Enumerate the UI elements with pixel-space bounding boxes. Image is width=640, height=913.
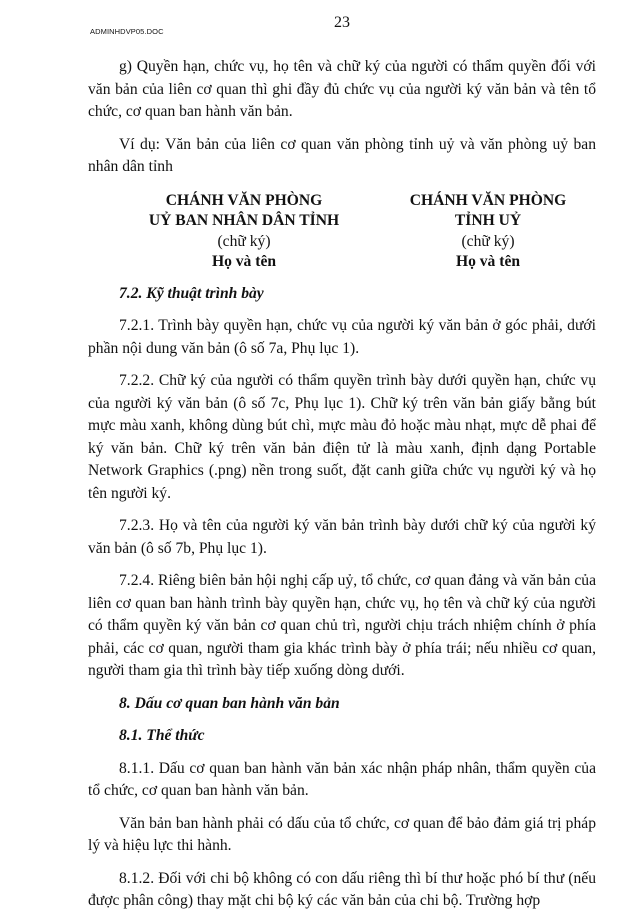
paragraph-7-2-1: 7.2.1. Trình bày quyền hạn, chức vụ của người ký văn bản ở góc phải, dưới phần nội dung văn bản (ô số 7a, Phụ lục 1).	[88, 317, 596, 357]
signature-block-right	[388, 191, 588, 273]
left-title-line2: UỶ BAN NHÂN DÂN TỈNH	[148, 212, 340, 229]
paragraph-example: Ví dụ: Văn bản của liên cơ quan văn phòng tỉnh uỷ và văn phòng uỷ ban nhân dân tỉnh	[88, 135, 596, 175]
section-8-heading: 8. Dấu cơ quan ban hành văn bản	[119, 694, 340, 712]
paragraph-7-2-3: 7.2.3. Họ và tên của người ký văn bản trình bày dưới chữ ký của người ký văn bản (ô số 7b, Phụ lục 1).	[88, 517, 596, 557]
document-body	[88, 56, 596, 913]
left-sign-note: (chữ ký)	[217, 232, 271, 250]
paragraph-g: g) Quyền hạn, chức vụ, họ tên và chữ ký của người có thẩm quyền đối với văn bản của liên cơ quan thì ghi đầy đủ chức vụ của người ký văn bản và tên tổ chức, cơ quan ban hành văn bản.	[88, 58, 596, 120]
right-sign-note: (chữ ký)	[461, 232, 515, 250]
right-title-line1: CHÁNH VĂN PHÒNG	[409, 191, 567, 209]
paragraph-8-1-1: 8.1.1. Dấu cơ quan ban hành văn bản xác nhận pháp nhân, thẩm quyền của tổ chức, cơ quan ban hành văn bản.	[88, 759, 596, 799]
page-number: 23	[334, 14, 350, 31]
paragraph-7-2-2: 7.2.2. Chữ ký của người có thẩm quyền trình bày dưới quyền hạn, chức vụ của người ký văn bản (ô số 7c, Phụ lục 1). Chữ ký trên văn bản giấy bằng bút mực màu xanh, không dùng bút chì, mực màu đỏ hoặc màu nhạt, mực dễ phai để ký văn bản. Chữ ký trên văn bản điện tử là màu xanh, định dạng Portable Network Graphics (.png) nền trong suốt, đặt canh giữa chức vụ người ký và họ tên người ký.	[88, 372, 596, 502]
signature-blocks	[88, 191, 596, 273]
right-title-line2: TỈNH UỶ	[454, 212, 522, 229]
section-7-2-heading: 7.2. Kỹ thuật trình bày	[119, 284, 264, 302]
paragraph-8-1-1-note: Văn bản ban hành phải có dấu của tổ chức, cơ quan để bảo đảm giá trị pháp lý và hiệu lực thi hành.	[88, 814, 596, 854]
right-signer-name: Họ và tên	[455, 253, 521, 270]
paragraph-7-2-4: 7.2.4. Riêng biên bản hội nghị cấp uỷ, tổ chức, cơ quan đảng và văn bản của liên cơ quan ban hành trình bày quyền hạn, chức vụ, họ tên và chữ ký của người có thẩm quyền ký văn bản cơ quan chủ trì, người chịu trách nhiệm chính ở phía phải, các cơ quan, người tham gia khác trình bày ở phía trái; nếu nhiều cơ quan, người tham gia thì trình bày tiếp xuống dòng dưới.	[88, 572, 596, 679]
left-title-line1: CHÁNH VĂN PHÒNG	[165, 191, 323, 209]
paragraph-8-1-2: 8.1.2. Đối với chi bộ không có con dấu riêng thì bí thư hoặc phó bí thư (nếu được phân công) thay mặt chi bộ ký các văn bản của chi bộ. Trường hợp	[88, 869, 596, 909]
left-signer-name: Họ và tên	[211, 253, 277, 270]
signature-block-left	[104, 191, 384, 273]
section-8-1-heading: 8.1. Thể thức	[119, 727, 205, 744]
document-file-name: ADMINHDVP05.DOC	[90, 27, 164, 36]
